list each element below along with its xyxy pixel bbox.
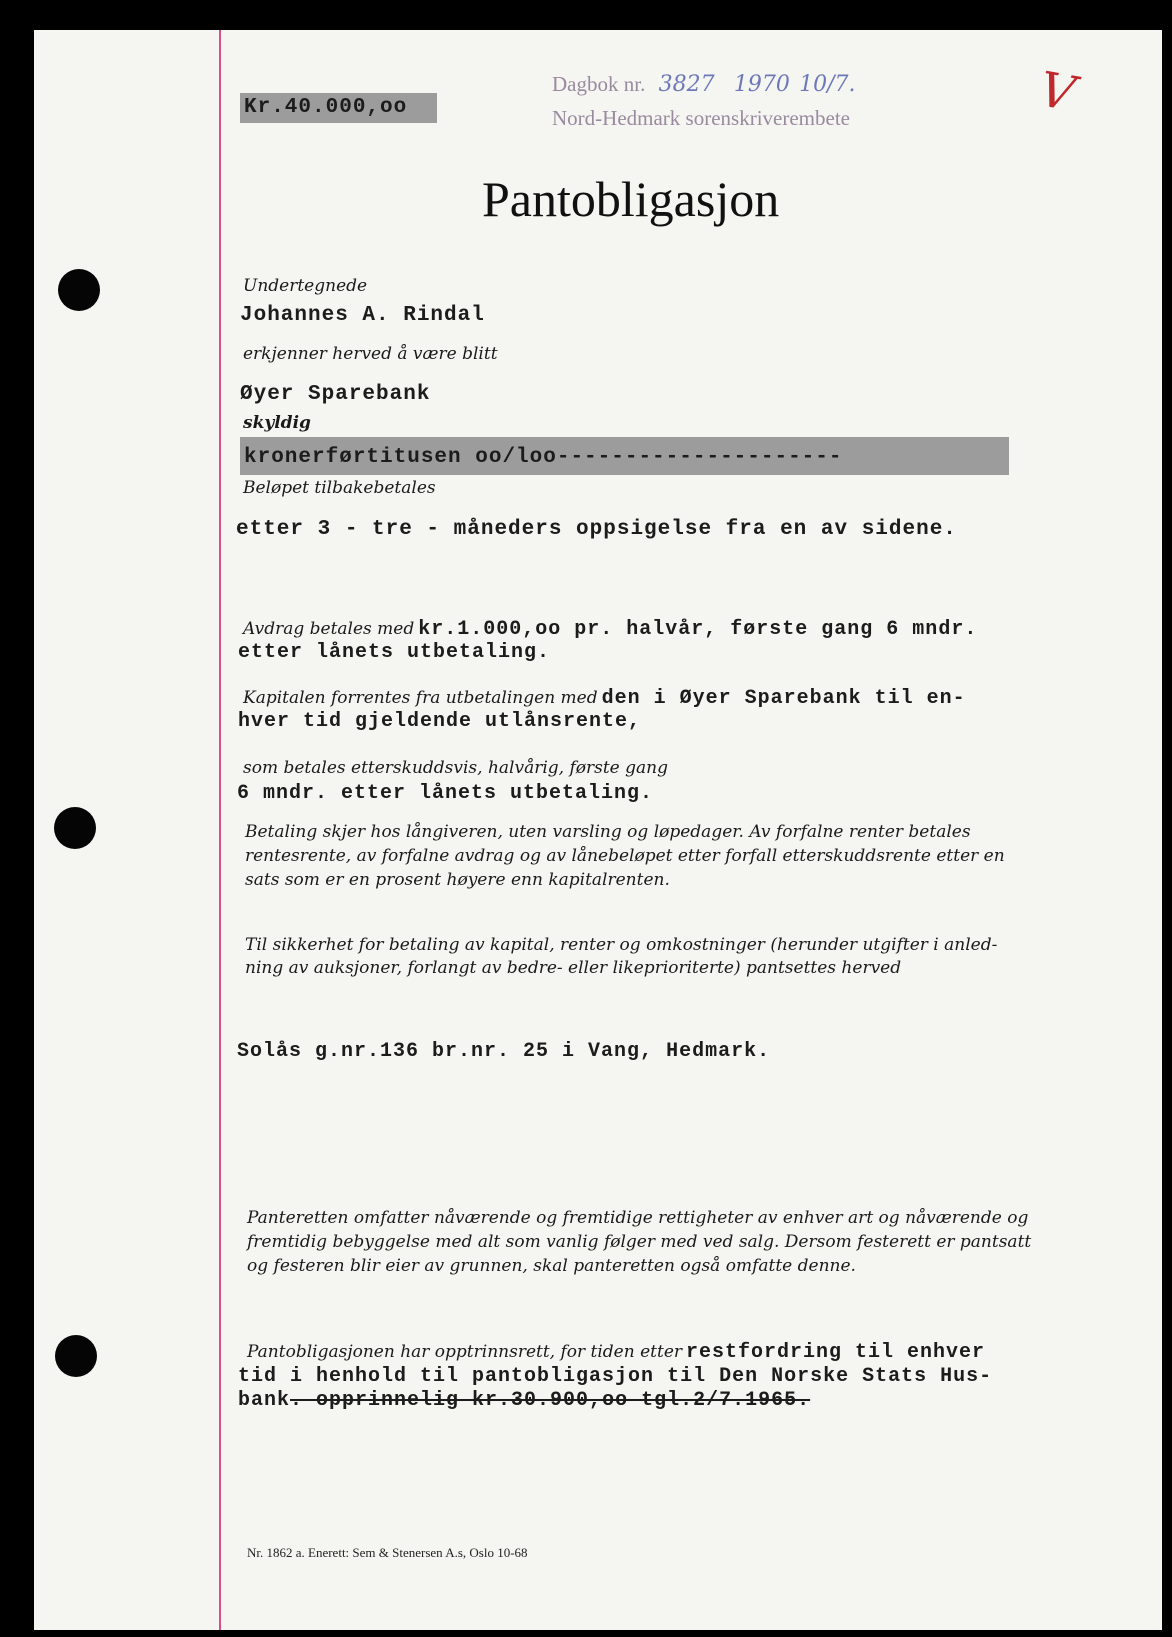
dagbok-date: 10/7. (799, 72, 856, 97)
avdrag-value-2: etter lånets utbetaling. (238, 641, 551, 664)
opptrinn-label: Pantobligasjonen har opptrinnsrett, for tiden etter (247, 1342, 683, 1362)
panteretten-line-3: og festeren blir eier av grunnen, skal panteretten også omfatte denne. (247, 1256, 856, 1276)
erkjenner-label: erkjenner herved å være blitt (243, 344, 498, 364)
dagbok-year: 1970 (733, 72, 790, 97)
etterskudd-label: som betales etterskuddsvis, halvårig, første gang (243, 758, 668, 778)
property-description: Solås g.nr.136 br.nr. 25 i Vang, Hedmark. (237, 1040, 771, 1063)
debtor-name: Johannes A. Rindal (240, 304, 485, 327)
office-stamp: Nord-Hedmark sorenskriverembete (552, 106, 850, 130)
avdrag-row (243, 618, 977, 641)
opptrinn-struck-text: . opprinnelig kr.30.900,oo tgl.2/7.1965. (290, 1389, 811, 1412)
betaling-line-1: Betaling skjer hos långiveren, uten varsling og løpedager. Av forfalne renter betales (245, 822, 971, 842)
punch-hole-bottom (55, 1335, 97, 1377)
panteretten-line-1: Panteretten omfatter nåværende og fremtidige rettigheter av enhver art og nåværende og (247, 1208, 1029, 1228)
panteretten-line-2: fremtidig bebyggelse med alt som vanlig følger med ved salg. Dersom festerett er pantsatt (247, 1232, 1032, 1252)
check-mark: V (1035, 61, 1080, 123)
document-title: Pantobligasjon (482, 171, 780, 227)
skyldig-label: skyldig (243, 413, 311, 433)
undertegnede-label: Undertegnede (243, 276, 368, 296)
kapital-label: Kapitalen forrentes fra utbetalingen med (243, 688, 598, 708)
betaling-line-3: sats som er en prosent høyere enn kapitalrenten. (245, 870, 670, 890)
dagbok-number: 3827 (658, 72, 715, 97)
opptrinn-bank: bank (238, 1389, 291, 1412)
avdrag-label: Avdrag betales med (243, 619, 415, 639)
kapital-value-1: den i Øyer Sparebank til en- (601, 687, 966, 710)
opptrinn-value-1: restfordring til enhver (686, 1341, 986, 1364)
opptrinn-row (247, 1341, 985, 1364)
tilbakebetales-label: Beløpet tilbakebetales (243, 478, 436, 498)
creditor-name: Øyer Sparebank (240, 383, 431, 406)
kapital-row (243, 687, 966, 710)
footer-imprint: Nr. 1862 a. Enerett: Sem & Stenersen A.s, Oslo 10-68 (247, 1545, 528, 1560)
amount-in-words: kronerførtitusen oo/loo--------------------- (240, 437, 1009, 475)
opptrinn-value-3 (238, 1389, 810, 1412)
betaling-line-2: rentesrente, av forfalne avdrag og av lånebeløpet etter forfall etterskuddsrente etter en (245, 846, 1005, 866)
punch-hole-middle (54, 807, 96, 849)
dagbok-label: Dagbok nr. (552, 72, 646, 96)
punch-hole-top (58, 269, 100, 311)
kapital-value-2: hver tid gjeldende utlånsrente, (238, 710, 642, 733)
sikkerhet-line-1: Til sikkerhet for betaling av kapital, renter og omkostninger (herunder utgifter i anled- (245, 935, 998, 955)
amount-box: Kr.40.000,oo (240, 93, 437, 123)
avdrag-value-1: kr.1.000,oo pr. halvår, første gang 6 mndr. (418, 618, 978, 641)
sikkerhet-line-2: ning av auksjoner, forlangt av bedre- eller likeprioriterte) pantsettes herved (245, 958, 902, 978)
opptrinn-value-2: tid i henhold til pantobligasjon til Den Norske Stats Hus- (238, 1365, 993, 1388)
margin-rule (219, 30, 221, 1630)
etterskudd-value: 6 mndr. etter lånets utbetaling. (237, 782, 654, 805)
repayment-terms: etter 3 - tre - måneders oppsigelse fra en av sidene. (236, 518, 957, 541)
dagbok-stamp (552, 72, 855, 97)
